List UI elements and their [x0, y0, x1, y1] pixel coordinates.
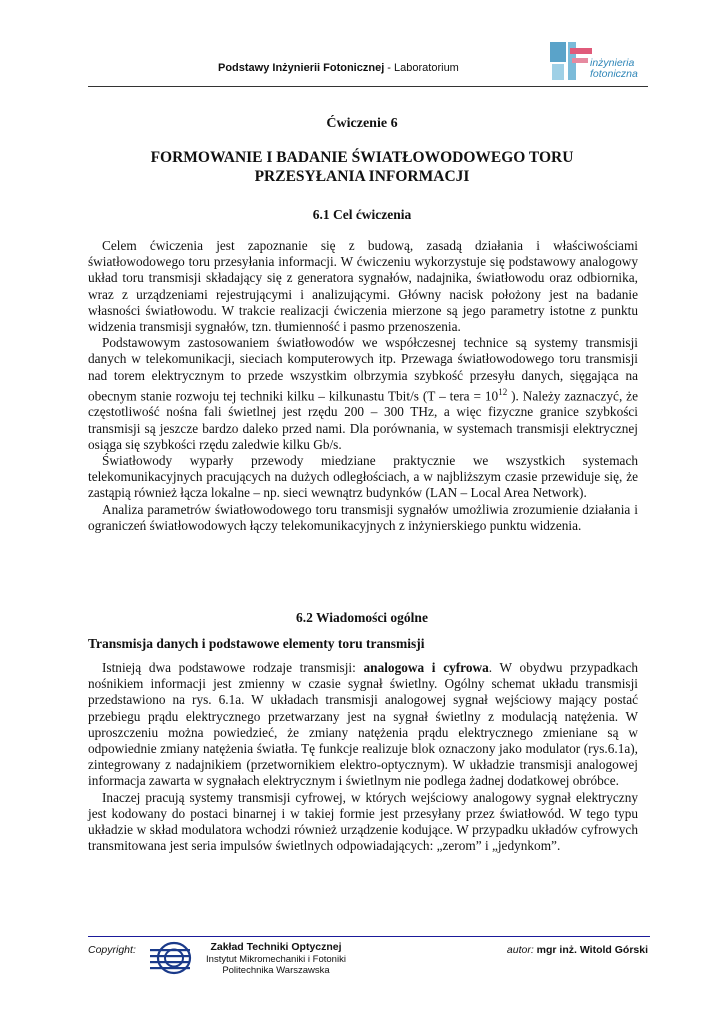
header-subtitle: Laboratorium: [394, 62, 459, 74]
exercise-number: Ćwiczenie 6: [326, 116, 398, 131]
department-name: Zakład Techniki Optycznej: [210, 941, 342, 953]
title-line-2: PRZESYŁANIA INFORMACJI: [254, 168, 470, 185]
course-name: Podstawy Inżynierii Fotonicznej: [218, 62, 385, 74]
header-divider: [88, 86, 648, 87]
paragraph: Analiza parametrów światłowodowego toru transmisji sygnałów umożliwia zrozumienie działania i ograniczeń światłowodowych łączy telekomunikacyjnych z inżynierskiego punktu widzenia.: [88, 501, 638, 533]
title-line-1: FORMOWANIE I BADANIE ŚWIATŁOWODOWEGO TORU: [150, 149, 574, 166]
institute-name: Instytut Mikromechaniki i Fotoniki: [206, 953, 346, 965]
author-label: autor:: [506, 944, 534, 956]
copyright-label: Copyright:: [88, 944, 136, 956]
header-title: [218, 62, 518, 74]
document-title: [100, 148, 624, 186]
section-goal-body: [88, 238, 638, 534]
inzynieria-fotoniczna-logo: [548, 40, 658, 86]
exponent: 12: [498, 386, 508, 397]
section-heading-goal: 6.1 Cel ćwiczenia: [312, 207, 412, 222]
footer-divider: [88, 936, 650, 937]
svg-text:fotoniczna: fotoniczna: [590, 68, 638, 80]
author-credit: [507, 944, 648, 956]
paragraph: Światłowody wyparły przewody miedziane praktycznie we wszystkich systemach telekomunikacyjnych pracujących na dużych odległościach, a w najbliższym czasie przewiduje się, że zastąpią również łącza lokalne – np. sieci wewnątrz budynków (LAN – Local Area Network).: [88, 453, 638, 501]
university-name: Politechnika Warszawska: [222, 965, 330, 976]
paragraph: Istnieją dwa podstawowe rodzaje transmisji: analogowa i cyfrowa. W obydwu przypadkach nośnikiem informacji jest zmienny w czasie sygnał świetlny. Ogólny schemat układu transmisji przedstawiono na rys. 6.1a. W układach transmisji analogowej sygnał wejściowy mający postać przebiegu prądu elektrycznego przetwarzany jest na sygnał świetlny z modulacją natężenia. W uproszczeniu można powiedzieć, że zmiany natężenia prądu elektrycznego zmieniane są w odpowiednie zmiany natężenia światła. Tę funkcje realizuje blok oznaczony jako modulator (rys.6.1a), zintegrowany z nadajnikiem (przetwornikiem elektro-optycznym). W układzie transmisji analogowej informacja zawarta w sygnałach elektrycznym i świetlnym nie podlega żadnej dodatkowej obróbce.: [88, 660, 639, 789]
svg-text:inżynieria: inżynieria: [590, 57, 635, 69]
paragraph: Podstawowym zastosowaniem światłowodów we współczesnej technice są systemy transmisji danych w telekomunikacji, sieciach komputerowych itp. Przewaga światłowodowego toru transmisji nad torem elektrycznym to przede wszystkim olbrzymia szybkość przesyłu danych, sięgająca na obecnym stanie rozwoju tej techniki kilku – kilkunastu Tbit/s (T – tera = $10^{12}$ ). Należy zaznaczyć, że częstotliwość nośna fali świetlnej jest rzędu 200 – 300 THz, a więc fizyczne granice szybkości transmisji są jeszcze bardzo daleko przed nami. Dla porównania, w systemach transmisji elektrycznej osiąga się szybkości rzędu zaledwie kilku Gb/s.: [88, 335, 638, 452]
subsection-heading: Transmisja danych i podstawowe elementy toru transmisji: [88, 636, 425, 651]
section-general-body: [88, 660, 638, 854]
header-separator: -: [384, 62, 395, 74]
emphasis: analogowa i cyfrowa: [363, 660, 489, 675]
institute-logo-icon: [150, 940, 192, 976]
author-name: mgr inż. Witold Górski: [536, 944, 648, 956]
paragraph: Inaczej pracują systemy transmisji cyfrowej, w których wejściowy analogowy sygnał elektryczny jest kodowany do postaci binarnej i w takiej formie jest przesyłany przez światłowód. W tego typu układzie w skład modulatora wchodzi również urządzenie kodujące. W przypadku układów cyfrowych transmitowana jest seria impulsów świetlnych odpowiadających: „zerom” i „jedynkom”.: [88, 789, 638, 854]
section-heading-general: 6.2 Wiadomości ogólne: [296, 610, 428, 625]
paragraph: Celem ćwiczenia jest zapoznanie się z budową, zasadą działania i właściwościami światłowodowego toru przesyłania informacji. W ćwiczeniu wykorzystuje się podstawowy analogowy układ toru transmisji składający się z generatora sygnałów, nadajnika, światłowodu oraz odbiornika, wraz z urządzeniami rejestrującymi i analizującymi. Główny nacisk położony jest na badanie własności światłowodu. W trakcie realizacji ćwiczenia mierzone są jego parametry istotne z punktu widzenia transmisji sygnałów, tzn. tłumienność i pasmo przenoszenia.: [88, 238, 638, 335]
footer-organization: [196, 942, 356, 977]
